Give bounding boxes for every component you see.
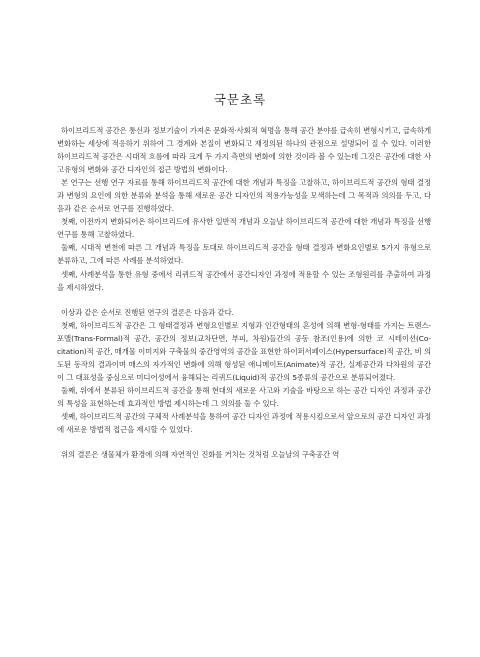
paragraph-conclusion-1: 첫째, 하이브리드적 공간은 그 형태결정과 변형요인별로 지형과 인간형태의 흔성에 의해 변형-형태를 가지는 트랜스-포맬(Trans-Formal)적 공간, 공간의 정보(교차단면, 부피, 차원)들간의 공동 참조(인용)에 의한 코 시테이션(Co-citation)적 공간, 매개물 이미지와 구축물의 중간영역의 공간을 표현한 하이퍼서페이스(Hypersurface)적 공간, 비 의도된 동작의 결과이며 매스의 자가적인 변화에 의해 형성된 애니메이트(Animate)적 공간, 실제공간과 다차원의 공간이 그 대표성을 중심으로 미디어성에서 융해되는 리퀴드(Liquid)적 공간의 5종류의 공간으로 분류되어졌다.	[57, 320, 431, 382]
paragraph-method-2: 둘째, 시대적 변천에 따른 그 개념과 특징을 토대로 하이브리드적 공간을 형태 결정과 변화요인별로 5가지 유형으로 분류하고, 그에 따른 사례를 분석하였다.	[57, 243, 431, 266]
paragraph-closing: 위의 결론은 생물체가 환경에 의해 자연적인 진화를 거치는 것처럼 오늘날의 구축공간 역	[61, 450, 340, 460]
paragraph-conclusion-3: 셋째, 하이브리드적 공간의 구체적 사례분석을 통하여 공간 디자인 과정에 적용시킴으로서 앞으로의 공간 디자인 과정에 새로운 방법적 접근을 제시할 수 있었다.	[57, 411, 431, 435]
paragraph-intro: 하이브리드적 공간은 통신과 정보기술이 가져온 문화적·사회적 혁명을 통해 공간 분야를 급속히 변형시키고, 급속하게 변화하는 세상에 적응하기 위하여 그 경계와 본질이 변화되고 재정의된 하나의 관점으로 설명되어 질 수 있다. 이러한 하이브리드적 공간은 시대적 흐름에 따라 크게 두 가지 측면의 변화에 의한 것이라 볼 수 있는데 그것은 공간에 대한 사고유형의 변화와 공간 디자인의 접근 방법의 변화이다.	[57, 126, 431, 175]
paragraph-conclusion-2: 둘째, 위에서 분류된 하이브리드적 공간을 통해 현대의 새로운 사고와 기술을 바탕으로 하는 공간 디자인 과정과 공간의 특성을 표현하는데 효과적인 방법 제시하는데 그 의의를 둘 수 있다.	[57, 385, 431, 408]
paragraph-purpose: 본 연구는 선행 연구 자료를 통해 하이브리드적 공간에 대한 개념과 특징을 고찰하고, 하이브리드적 공간의 형태 결정과 변형의 요인에 의한 분류와 분석을 통해 새로운 공간 디자인의 적용가능성을 모색하는데 그 목적과 의의를 두고, 다음과 같은 순서로 연구를 진행하였다.	[57, 178, 431, 214]
paragraph-conclusion-intro: 이상과 같은 순서로 진행된 연구의 결론은 다음과 같다.	[61, 307, 234, 317]
paragraph-method-1: 첫째, 이전까지 변화되어온 하이브리드에 유사한 일반적 개념과 오늘날 하이브리드적 공간에 대한 개념과 특징을 선행연구를 통해 고찰하였다.	[57, 217, 431, 240]
abstract-body	[57, 124, 431, 461]
paragraph-method-3: 셋째, 사례분석을 통한 유형 중에서 리퀴드적 공간에서 공간디자인 과정에 적용할 수 있는 조형원리를 추출하여 과정을 제시하였다.	[57, 269, 431, 292]
page-title: 국문초록	[213, 92, 267, 107]
